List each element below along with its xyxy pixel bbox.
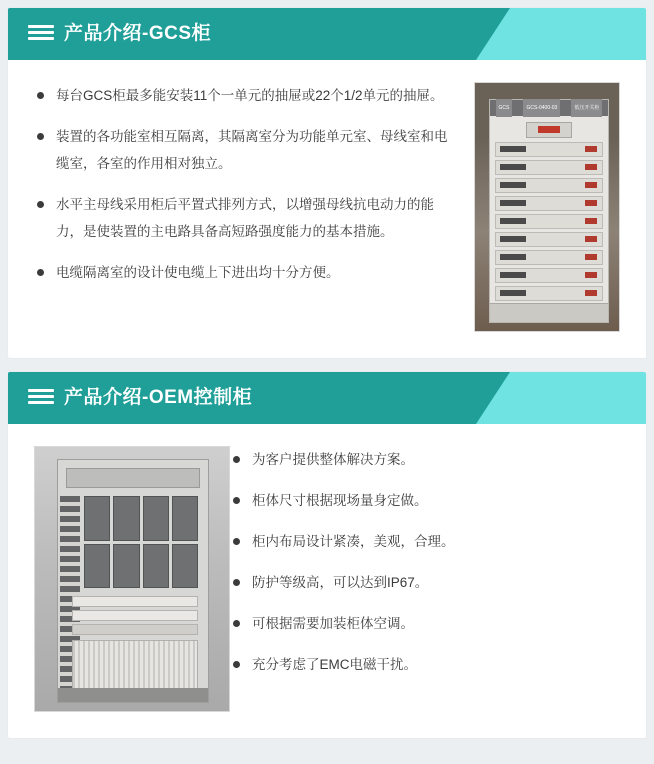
drawer-unit (495, 268, 603, 283)
list-item: 充分考虑了EMC电磁干扰。 (230, 651, 620, 678)
section-header-gcs (8, 8, 646, 60)
terminal-strip (72, 624, 198, 635)
nameplate-left: GCS (496, 99, 513, 117)
section-card-oem (8, 372, 646, 738)
nameplate-center: GCS-0400-03 (523, 99, 560, 117)
drawer-unit (495, 160, 603, 175)
list-item: 为客户提供整体解决方案。 (230, 446, 620, 473)
section-card-gcs (8, 8, 646, 358)
cabinet-base (58, 688, 208, 702)
terminal-strip (72, 610, 198, 621)
cabinet-top-rail (66, 468, 200, 488)
module-block (143, 544, 169, 589)
drawer-stack (495, 142, 603, 298)
module-block (113, 496, 139, 541)
bullet-list-oem (230, 446, 620, 692)
terminal-strip (72, 596, 198, 607)
cabinet-base (490, 303, 608, 322)
cabinet-illustration (489, 99, 609, 323)
module-block (172, 544, 198, 589)
list-item: 每台GCS柜最多能安装11个一单元的抽屉或22个1/2单元的抽屉。 (34, 82, 460, 109)
section-title-gcs: 产品介绍-GCS柜 (64, 23, 212, 44)
section-header-oem (8, 372, 646, 424)
section-title-oem: 产品介绍-OEM控制柜 (64, 387, 253, 408)
list-item: 电缆隔离室的设计使电缆上下进出均十分方便。 (34, 259, 460, 286)
module-block (113, 544, 139, 589)
drawer-unit (495, 196, 603, 211)
module-block (143, 496, 169, 541)
meter-panel (526, 122, 572, 138)
list-item: 可根据需要加装柜体空调。 (230, 610, 620, 637)
section-body-gcs (8, 60, 646, 358)
list-item: 装置的各功能室相互隔离，其隔离室分为功能单元室、母线室和电缆室，各室的作用相对独立。 (34, 123, 460, 177)
module-block (84, 544, 110, 589)
cabinet-nameplate (490, 100, 608, 116)
menu-lines-icon (28, 389, 54, 407)
module-block (84, 496, 110, 541)
drawer-unit (495, 214, 603, 229)
bullet-list-gcs (34, 82, 460, 300)
nameplate-right: 低压开关柜 (571, 99, 602, 117)
module-block (172, 496, 198, 541)
gcs-cabinet-photo (474, 82, 620, 332)
list-item: 防护等级高，可以达到IP67。 (230, 569, 620, 596)
drawer-unit (495, 178, 603, 193)
drawer-unit (495, 250, 603, 265)
oem-control-cabinet-photo (34, 446, 230, 712)
wiring-duct (72, 640, 198, 692)
module-grid (84, 496, 198, 588)
list-item: 水平主母线采用柜后平置式排列方式，以增强母线抗电动力的能力，是使装置的主电路具备高短路强度能力的基本措施。 (34, 191, 460, 245)
drawer-unit (495, 142, 603, 157)
drawer-unit (495, 286, 603, 301)
cabinet-illustration (57, 459, 209, 703)
list-item: 柜体尺寸根据现场量身定做。 (230, 487, 620, 514)
drawer-unit (495, 232, 603, 247)
section-body-oem (8, 424, 646, 738)
menu-lines-icon (28, 25, 54, 43)
list-item: 柜内布局设计紧凑，美观，合理。 (230, 528, 620, 555)
